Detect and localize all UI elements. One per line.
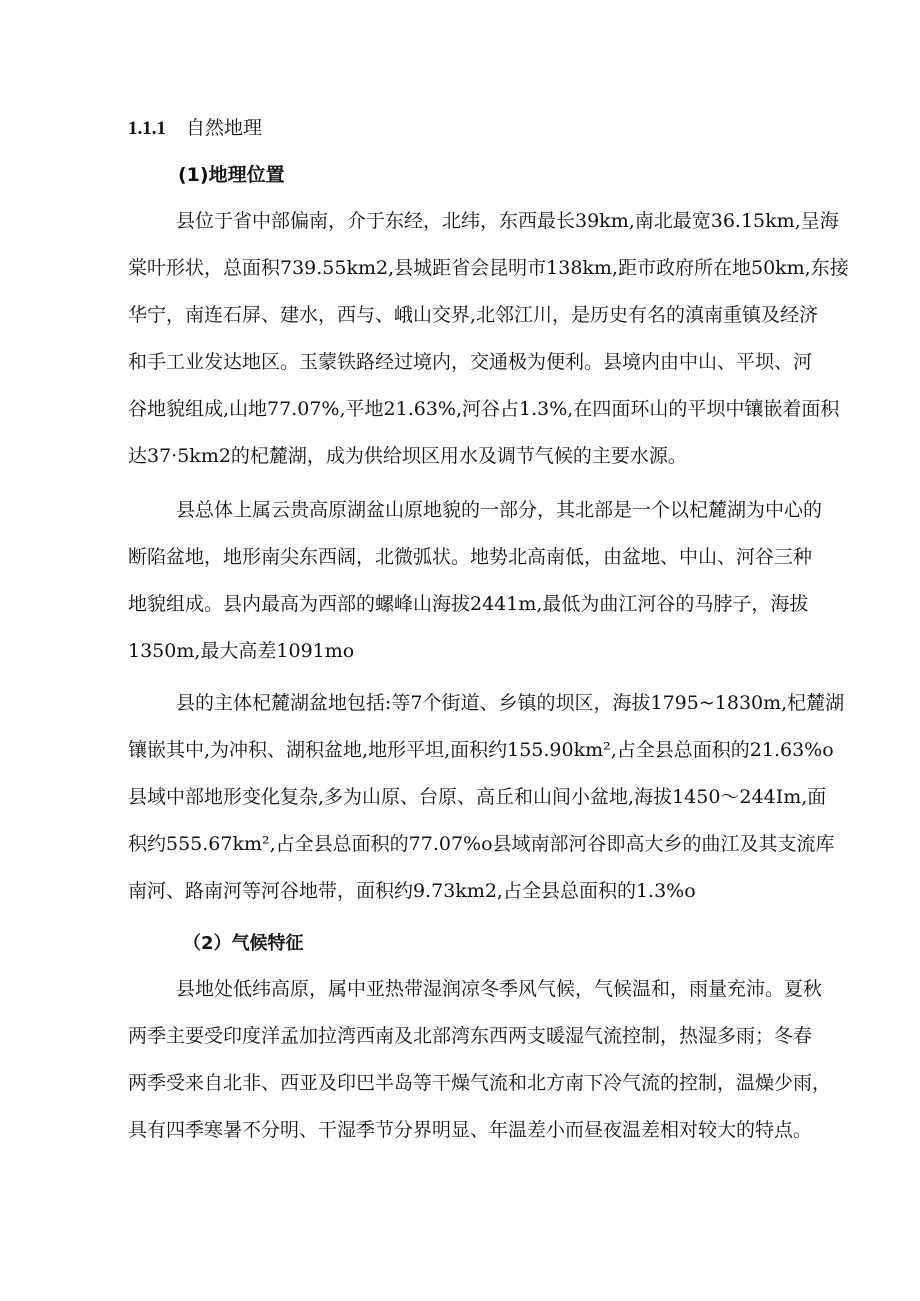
paragraph-line: 县总体上属云贵高原湖盆山原地貌的一部分，其北部是一个以杞麓湖为中心的 bbox=[176, 499, 823, 521]
section-title: 自然地理 bbox=[186, 117, 263, 139]
paragraph-line: 1350m,最大高差1091mo bbox=[128, 640, 355, 662]
subsection-heading-location: (1)地理位置 bbox=[178, 164, 285, 186]
paragraph-basin bbox=[128, 680, 853, 915]
paragraph-line: 断陷盆地，地形南尖东西阔，北微弧状。地势北高南低，由盆地、中山、河谷三种 bbox=[128, 546, 813, 568]
paragraph-line: 棠叶形状，总面积739.55km2,县城距省会昆明市138km,距市政府所在地50km,东接 bbox=[128, 257, 849, 279]
paragraph-line: 地貌组成。县内最高为西部的螺峰山海拔2441m,最低为曲江河谷的马脖子，海拔 bbox=[128, 593, 809, 615]
section-heading bbox=[128, 114, 262, 143]
paragraph-line: 县地处低纬高原，属中亚热带湿润凉冬季风气候，气候温和，雨量充沛。夏秋 bbox=[176, 978, 823, 1000]
section-number: 1.1.1 bbox=[128, 118, 166, 139]
paragraph-line: 积约555.67km²,占全县总面积的77.07%o县域南部河谷即高大乡的曲江及其支流库 bbox=[128, 833, 835, 855]
subsection-heading-climate: （2）气候特征 bbox=[183, 933, 304, 954]
paragraph-location bbox=[128, 198, 853, 480]
paragraph-line: 谷地貌组成,山地77.07%,平地21.63%,河谷占1.3%,在四面环山的平坝中镶嵌着面积 bbox=[128, 398, 840, 420]
paragraph-line: 和手工业发达地区。玉蒙铁路经过境内，交通极为便利。县境内由中山、平坝、河 bbox=[128, 351, 813, 373]
paragraph-landform bbox=[128, 487, 853, 675]
paragraph-line: 南河、路南河等河谷地带，面积约9.73km2,占全县总面积的1.3%o bbox=[128, 880, 696, 902]
paragraph-line: 两季受来自北非、西亚及印巴半岛等干燥气流和北方南下冷气流的控制，温燥少雨， bbox=[128, 1072, 832, 1094]
paragraph-line: 华宁，南连石屏、建水，西与、峨山交界,北邻江川，是历史有名的滇南重镇及经济 bbox=[128, 304, 819, 326]
paragraph-line: 达37·5km2的杞麓湖，成为供给坝区用水及调节气候的主要水源。 bbox=[128, 445, 687, 467]
paragraph-line: 具有四季寒暑不分明、干湿季节分界明显、年温差小而昼夜温差相对较大的特点。 bbox=[128, 1119, 813, 1141]
paragraph-line: 县的主体杞麓湖盆地包括:等7个街道、乡镇的坝区，海拔1795~1830m,杞麓湖 bbox=[176, 692, 845, 714]
paragraph-line: 县域中部地形变化复杂,多为山原、台原、高丘和山间小盆地,海拔1450～244Im,面 bbox=[128, 786, 827, 808]
paragraph-line: 县位于省中部偏南，介于东经，北纬，东西最长39km,南北最宽36.15km,呈海 bbox=[176, 210, 839, 232]
paragraph-line: 镶嵌其中,为冲积、湖积盆地,地形平坦,面积约155.90km²,占全县总面积的21.63%o bbox=[128, 739, 834, 761]
paragraph-line: 两季主要受印度洋孟加拉湾西南及北部湾东西两支暖湿气流控制，热湿多雨；冬春 bbox=[128, 1025, 813, 1047]
paragraph-climate bbox=[128, 966, 853, 1154]
